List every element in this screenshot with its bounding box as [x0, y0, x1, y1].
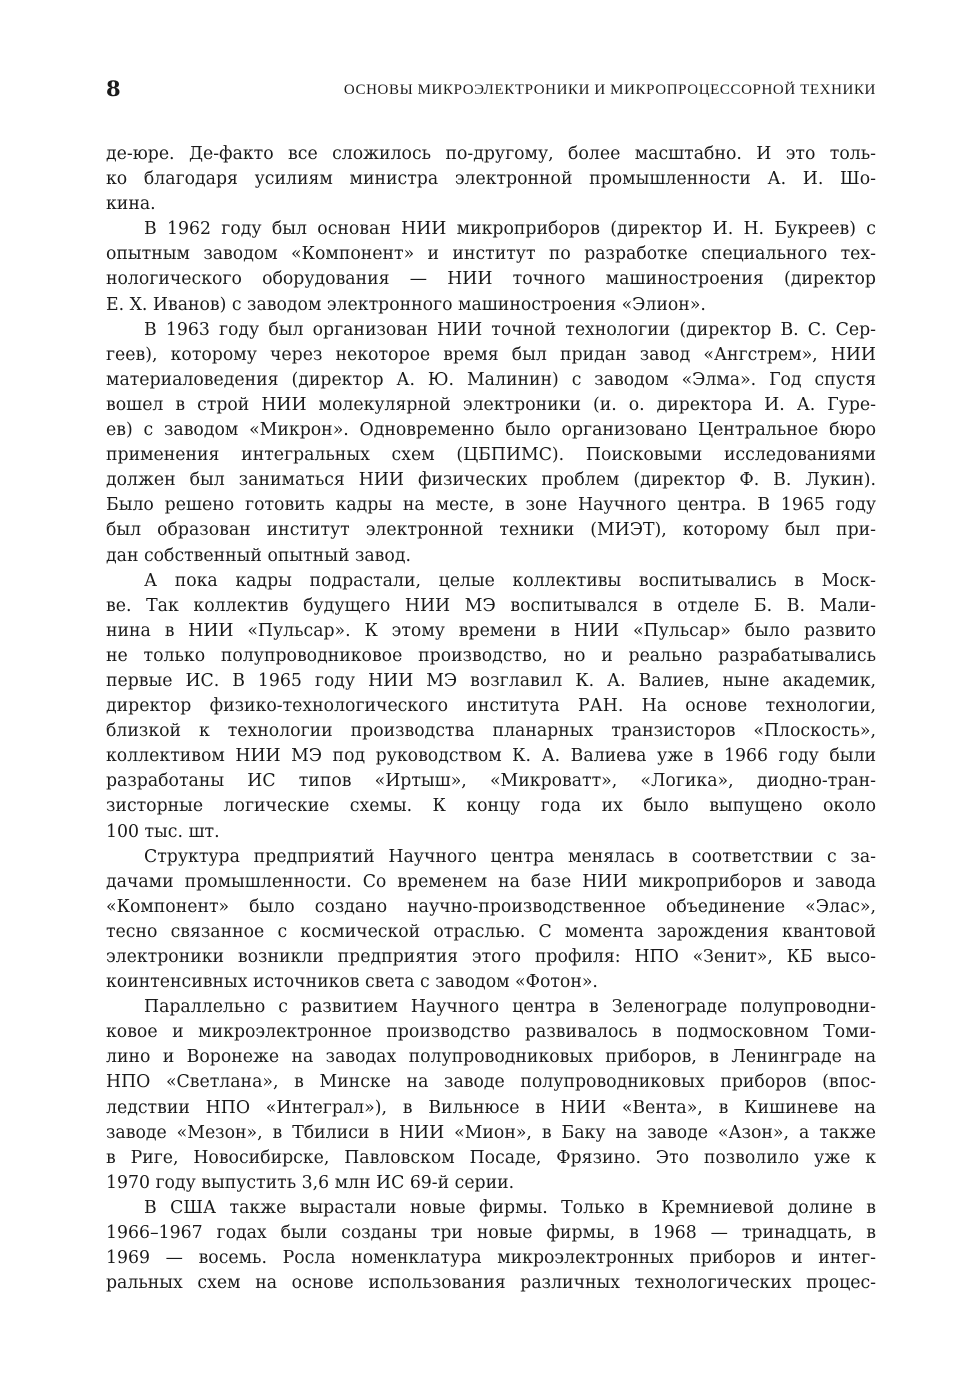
paragraph-lines: Структура предприятий Научного центра менялась в соответствии с за- дачами промышленности. Со временем на базе НИИ микроприборов и завода «Компонент» было создано научно-производственное объединение «Элас», тесно связанное с космической отраслью. С момента зарождения квантовой электроники возникли предприятия этого профиля: НПО «Зенит», КБ высо-: [106, 846, 876, 967]
running-title: ОСНОВЫ МИКРОЭЛЕКТРОНИКИ И МИКРОПРОЦЕССОРНОЙ ТЕХНИКИ: [343, 82, 876, 98]
paragraph-lines: В 1962 году был основан НИИ микроприборов (директор И. Н. Букреев) с опытным заводом «Компонент» и институт по разработке специального тех- нологического оборудования — НИИ точного машиностроения (директор: [106, 219, 876, 290]
paragraph-lines: Параллельно с развитием Научного центра в Зеленограде полупроводни- ковое и микроэлектронное производство развивалось в подмосковном Томи- лино и Воронеже на заводах полупроводниковых приборов, в Ленинграде на НПО «Светлана», в Минске на заводе полупроводниковых приборов (впос- ледствии НПО «Интеграл»), в Вильнюсе в НИИ «Вента», в Кишиневе на заводе «Мезон», в Тбилиси в НИИ «Мион», в Баку на заводе «Азон», а также в Риге, Новосибирске, Павловском Посаде, Фрязино. Это позволило уже к: [106, 997, 876, 1168]
paragraph-last-line: кина.: [106, 194, 156, 215]
paragraph: [106, 1196, 876, 1296]
paragraph-last-line: коинтенсивных источников света с заводом «Фотон».: [106, 972, 598, 993]
paragraph-last-line: 1970 году выпустить 3,6 млн ИС 69-й серии.: [106, 1172, 515, 1193]
paragraph-lines: де-юре. Де-факто все сложилось по-другому, более масштабно. И это толь- ко благодаря усилиям министра электронной промышленности А. И. Шо-: [106, 144, 876, 190]
paragraph: [106, 569, 876, 845]
body-text: [106, 142, 876, 1296]
running-header: [106, 76, 876, 104]
paragraph-lines: А пока кадры подрастали, целые коллективы воспитывались в Моск- ве. Так коллектив будущего НИИ МЭ воспитывался в отделе Б. В. Мали- нина в НИИ «Пульсар». К этому времени в НИИ «Пульсар» было развито не только полупроводниковое производство, но и реально разрабатывались первые ИС. В 1965 году НИИ МЭ возглавил К. А. Валиев, ныне академик, директор физико-технологического института РАН. На основе технологии, близкой к технологии производства планарных транзисторов «Плоскость», коллективом НИИ МЭ под руководством К. А. Валиева уже в 1966 году были разработаны ИС типов «Иртыш», «Микроватт», «Логика», диодно-тран- зисторные логические схемы. К концу года их было выпущено около: [106, 570, 876, 817]
paragraph: [106, 142, 876, 217]
paragraph: [106, 995, 876, 1196]
paragraph-lines: В США также вырастали новые фирмы. Только в Кремниевой долине в 1966–1967 годах были созданы три новые фирмы, в 1968 — тринадцать, в 1969 — восемь. Росла номенклатура микроэлектронных приборов и интег- ральных схем на основе использования различных технологических процес-: [106, 1197, 876, 1294]
book-page: [106, 0, 876, 1388]
paragraph: [106, 217, 876, 317]
paragraph-last-line: Е. Х. Иванов) с заводом электронного машиностроения «Элион».: [106, 294, 706, 315]
paragraph-lines: В 1963 году был организован НИИ точной технологии (директор В. С. Сер- геев), которому через некоторое время был придан завод «Ангстрем», НИИ материаловедения (директор А. Ю. Малинин) с заводом «Элма». Год спустя вошел в строй НИИ молекулярной электроники (и. о. директора И. А. Гуре- ев) с заводом «Микрон». Одновременно было организовано Центральное бюро применения интегральных схем (ЦБПИМС). Поисковыми исследованиями должен был заниматься НИИ физических проблем (директор Ф. В. Лукин). Было решено готовить кадры на месте, в зоне Научного центра. В 1965 году был образован институт электронной техники (МИЭТ), которому был при-: [106, 319, 876, 541]
paragraph-last-line: дан собственный опытный завод.: [106, 545, 411, 566]
page-number: 8: [106, 76, 121, 101]
paragraph: [106, 318, 876, 569]
paragraph: [106, 845, 876, 996]
paragraph-last-line: 100 тыс. шт.: [106, 821, 220, 842]
